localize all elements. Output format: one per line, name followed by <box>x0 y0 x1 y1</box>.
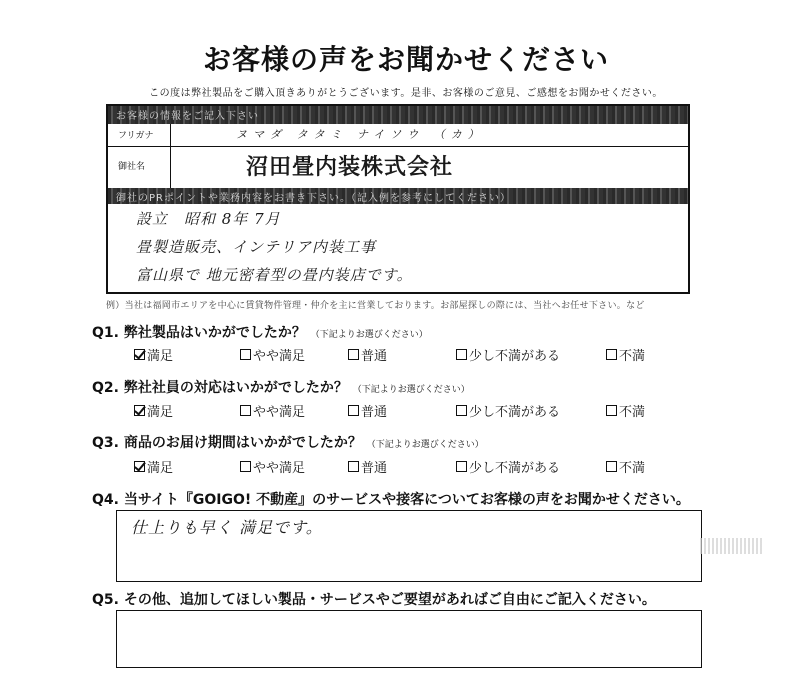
q3-option-dissatisfied[interactable] <box>606 457 645 476</box>
option-label: 不満 <box>619 405 646 420</box>
option-label: 不満 <box>619 349 646 364</box>
q2-question: Q2. 弊社社員の対応はいかがでしたか？ <box>92 380 348 396</box>
checkbox-icon[interactable] <box>240 405 251 416</box>
checkbox-icon[interactable] <box>456 461 467 472</box>
option-label: 満足 <box>147 461 174 476</box>
example-text: 例）当社は福岡市エリアを中心に賃貸物件管理・仲介を主に営業しております。お部屋探しの際には、当社へお任せ下さい。など <box>106 301 645 311</box>
q3-note: （下記よりお選びください） <box>366 440 484 450</box>
description-line[interactable]: 富山県で 地元密着型の畳内装店です。 <box>136 266 413 284</box>
info-header-band <box>108 106 688 124</box>
option-label: やや満足 <box>253 405 306 420</box>
q1-title <box>92 322 428 342</box>
checkbox-icon[interactable] <box>134 349 145 360</box>
customer-info-box <box>106 104 690 294</box>
q2-option-satisfied[interactable] <box>134 401 173 420</box>
q2-title <box>92 377 470 397</box>
q3-option-somewhat-satisfied[interactable] <box>240 457 305 476</box>
scan-artifact <box>700 538 762 554</box>
q4-answer-text: 仕上りも早く 満足です。 <box>131 518 323 537</box>
q2-option-dissatisfied[interactable] <box>606 401 645 420</box>
label-divider <box>170 124 171 188</box>
q1-option-somewhat-satisfied[interactable] <box>240 345 305 364</box>
option-label: 満足 <box>147 405 174 420</box>
q3-option-slightly-dissatisfied[interactable] <box>456 457 560 476</box>
q2-option-somewhat-satisfied[interactable] <box>240 401 305 420</box>
pr-instruction-band <box>108 188 688 204</box>
option-label: 少し不満がある <box>469 405 561 420</box>
row-divider <box>108 146 688 147</box>
q2-option-slightly-dissatisfied[interactable] <box>456 401 560 420</box>
q1-option-dissatisfied[interactable] <box>606 345 645 364</box>
option-label: 普通 <box>361 349 388 364</box>
q2-note: （下記よりお選びください） <box>352 385 470 395</box>
option-label: 満足 <box>147 349 174 364</box>
furigana-label: フリガナ <box>118 131 154 141</box>
option-label: やや満足 <box>253 349 306 364</box>
q3-title <box>92 432 484 452</box>
info-header-text: お客様の情報をご記入下さい <box>116 111 259 122</box>
option-label: やや満足 <box>253 461 306 476</box>
option-label: 不満 <box>619 461 646 476</box>
q5-answer-box[interactable] <box>116 610 702 668</box>
q1-note: （下記よりお選びください） <box>310 330 428 340</box>
description-line[interactable]: 設立 昭和 8年 7月 <box>136 210 281 228</box>
checkbox-icon[interactable] <box>134 405 145 416</box>
q1-option-satisfied[interactable] <box>134 345 173 364</box>
furigana-field[interactable]: ヌマダ タタミ ナイソウ （カ） <box>236 128 485 141</box>
company-name-field[interactable]: 沼田畳内装株式会社 <box>246 154 454 180</box>
checkbox-icon[interactable] <box>240 349 251 360</box>
option-label: 普通 <box>361 461 388 476</box>
q1-question: Q1. 弊社製品はいかがでしたか？ <box>92 325 306 341</box>
checkbox-icon[interactable] <box>348 405 359 416</box>
q1-option-slightly-dissatisfied[interactable] <box>456 345 560 364</box>
checkbox-icon[interactable] <box>606 405 617 416</box>
description-line[interactable]: 畳製造販売、インテリア内装工事 <box>136 238 377 256</box>
checkbox-icon[interactable] <box>456 349 467 360</box>
q3-option-satisfied[interactable] <box>134 457 173 476</box>
checkbox-icon[interactable] <box>134 461 145 472</box>
q2-option-normal[interactable] <box>348 401 387 420</box>
checkbox-icon[interactable] <box>348 349 359 360</box>
checkbox-icon[interactable] <box>240 461 251 472</box>
intro-text: この度は弊社製品をご購入頂きありがとうございます。是非、お客様のご意見、ご感想をお聞かせください。 <box>149 88 663 99</box>
page-title: お客様の声をお聞かせください <box>202 43 609 76</box>
checkbox-icon[interactable] <box>606 349 617 360</box>
q3-option-normal[interactable] <box>348 457 387 476</box>
q4-answer-box[interactable] <box>116 510 702 582</box>
q1-option-normal[interactable] <box>348 345 387 364</box>
q5-title: Q5. その他、追加してほしい製品・サービスやご要望があればご自由にご記入ください。 <box>92 592 656 608</box>
option-label: 少し不満がある <box>469 349 561 364</box>
checkbox-icon[interactable] <box>456 405 467 416</box>
option-label: 少し不満がある <box>469 461 561 476</box>
checkbox-icon[interactable] <box>348 461 359 472</box>
q3-question: Q3. 商品のお届け期間はいかがでしたか？ <box>92 435 362 451</box>
option-label: 普通 <box>361 405 388 420</box>
checkbox-icon[interactable] <box>606 461 617 472</box>
pr-instruction-text: 御社のPRポイントや業務内容をお書き下さい。（記入例を参考にしてください） <box>116 193 511 204</box>
company-name-label: 御社名 <box>118 162 146 172</box>
q4-title: Q4. 当サイト『GOIGO! 不動産』のサービスや接客についてお客様の声をお聞かせください。 <box>92 492 690 508</box>
